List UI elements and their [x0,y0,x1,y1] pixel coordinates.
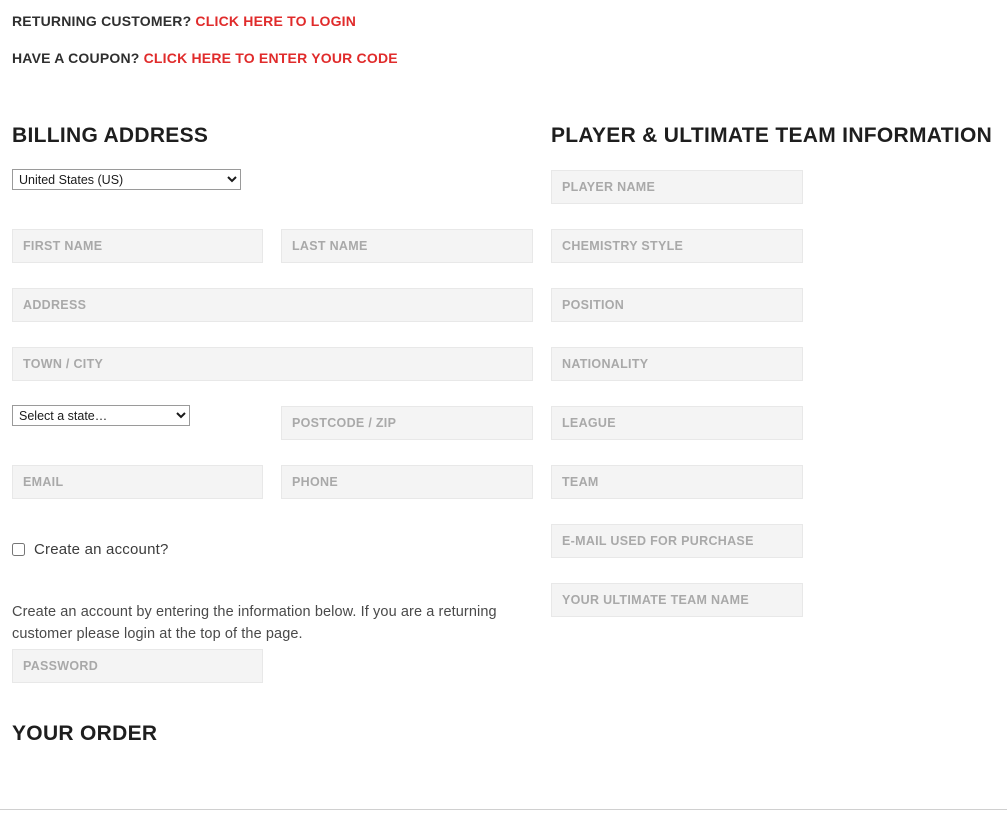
coupon-link[interactable]: CLICK HERE TO ENTER YOUR CODE [143,50,398,66]
your-order-heading: YOUR ORDER [12,722,158,745]
nationality-input[interactable] [551,347,803,381]
town-city-input[interactable] [12,347,533,381]
team-input[interactable] [551,465,803,499]
phone-input[interactable] [281,465,533,499]
last-name-input[interactable] [281,229,533,263]
email-input[interactable] [12,465,263,499]
create-account-row[interactable] [12,541,169,558]
password-input[interactable] [12,649,263,683]
postcode-zip-input[interactable] [281,406,533,440]
billing-country-select[interactable] [12,169,241,190]
ultimate-team-name-input[interactable] [551,583,803,617]
billing-address-heading: BILLING ADDRESS [12,124,209,147]
login-link[interactable]: CLICK HERE TO LOGIN [195,13,357,29]
chemistry-style-input[interactable] [551,229,803,263]
player-name-input[interactable] [551,170,803,204]
billing-state-select[interactable] [12,405,190,426]
email-used-for-purchase-input[interactable] [551,524,803,558]
address-input[interactable] [12,288,533,322]
returning-customer-notice [12,13,356,29]
account-help-text: Create an account by entering the information below. If you are a returning customer please login at the top of the page. [12,603,497,642]
create-account-label[interactable]: Create an account? [34,541,169,558]
league-input[interactable] [551,406,803,440]
first-name-input[interactable] [12,229,263,263]
player-information-heading: PLAYER & ULTIMATE TEAM INFORMATION [551,124,993,147]
footer-divider [0,809,1007,810]
position-input[interactable] [551,288,803,322]
coupon-notice [12,50,398,66]
coupon-prompt: HAVE A COUPON? [12,50,140,66]
returning-customer-prompt: RETURNING CUSTOMER? [12,13,192,29]
create-account-checkbox[interactable] [12,543,25,556]
